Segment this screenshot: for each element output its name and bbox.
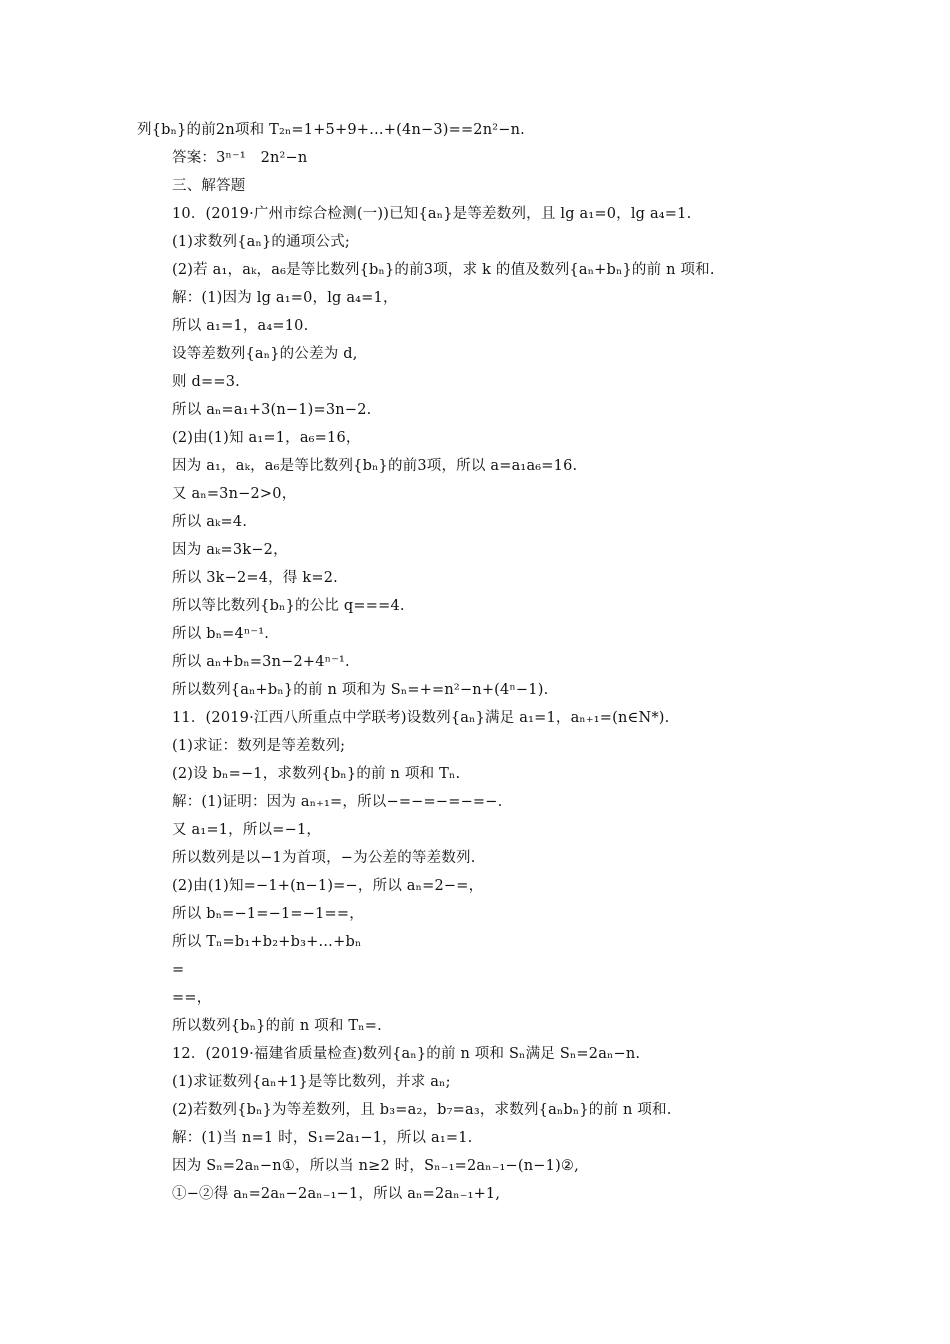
text-line: 所以 bₙ=−1=−1=−1==， (172, 906, 364, 922)
text-line: 所以数列{bₙ}的前 n 项和 Tₙ=. (172, 1018, 382, 1034)
text-line: 因为 Sₙ=2aₙ−n①，所以当 n≥2 时，Sₙ₋₁=2aₙ₋₁−(n−1)②, (172, 1158, 579, 1174)
text-line: 则 d==3. (172, 374, 240, 390)
answer-line: 答案：3ⁿ⁻¹ 2n²−n (172, 150, 308, 166)
text-line: 所以 aₙ+bₙ=3n−2+4ⁿ⁻¹. (172, 654, 350, 670)
text-line: (2)若数列{bₙ}为等差数列，且 b₃=a₂，b₇=a₃，求数列{aₙbₙ}的前 n 项和. (172, 1102, 672, 1118)
text-line: 因为 a₁，aₖ，a₆是等比数列{bₙ}的前3项，所以 a=a₁a₆=16. (172, 458, 578, 474)
text-line: (1)求证：数列是等差数列; (172, 738, 346, 754)
text-line: 设等差数列{aₙ}的公差为 d, (172, 346, 358, 362)
text-line: 所以 a₁=1，a₄=10. (172, 318, 309, 334)
text-line: 所以数列是以−1为首项，−为公差的等差数列. (172, 850, 476, 866)
text-line: 所以数列{aₙ+bₙ}的前 n 项和为 Sₙ=+=n²−n+(4ⁿ−1). (172, 682, 549, 698)
text-line: 解：(1)因为 lg a₁=0，lg a₄=1， (172, 290, 398, 306)
text-line: (1)求证数列{aₙ+1}是等比数列，并求 aₙ; (172, 1074, 451, 1090)
text-line: 解：(1)当 n=1 时，S₁=2a₁−1，所以 a₁=1. (172, 1130, 473, 1146)
text-line: = (172, 962, 185, 978)
section-heading: 三、解答题 (172, 178, 246, 194)
text-line: (2)设 bₙ=−1，求数列{bₙ}的前 n 项和 Tₙ. (172, 766, 461, 782)
text-line: 所以 3k−2=4，得 k=2. (172, 570, 338, 586)
question-11: 11．(2019·江西八所重点中学联考)设数列{aₙ}满足 a₁=1，aₙ₊₁=(n∈N*). (172, 710, 670, 726)
text-line: (2)由(1)知=−1+(n−1)=−，所以 aₙ=2−=， (172, 878, 484, 894)
text-line: 解：(1)证明：因为 aₙ₊₁=，所以−=−=−=−=−. (172, 794, 503, 810)
question-12: 12．(2019·福建省质量检查)数列{aₙ}的前 n 项和 Sₙ满足 Sₙ=2aₙ−n. (172, 1046, 641, 1062)
text-line: 所以等比数列{bₙ}的公比 q===4. (172, 598, 405, 614)
text-line: 所以 bₙ=4ⁿ⁻¹. (172, 626, 270, 642)
text-line: (2)由(1)知 a₁=1，a₆=16， (172, 430, 361, 446)
text-line: ①−②得 aₙ=2aₙ−2aₙ₋₁−1，所以 aₙ=2aₙ₋₁+1, (172, 1186, 501, 1202)
question-10: 10．(2019·广州市综合检测(一))已知{aₙ}是等差数列，且 lg a₁=0，lg a₄=1. (172, 206, 692, 222)
text-line: 又 a₁=1，所以=−1， (172, 822, 322, 838)
text-line: (1)求数列{aₙ}的通项公式; (172, 234, 350, 250)
text-line: (2)若 a₁，aₖ，a₆是等比数列{bₙ}的前3项，求 k 的值及数列{aₙ+bₙ}的前 n 项和. (172, 262, 715, 278)
text-line: 所以 aₖ=4. (172, 514, 248, 530)
text-line: 因为 aₖ=3k−2， (172, 542, 288, 558)
text-line: 所以 Tₙ=b₁+b₂+b₃+…+bₙ (172, 934, 362, 950)
text-line: 列{bₙ}的前2n项和 T₂ₙ=1+5+9+…+(4n−3)==2n²−n. (137, 122, 525, 138)
text-line: ==， (172, 990, 212, 1006)
text-line: 又 aₙ=3n−2>0， (172, 486, 297, 502)
text-line: 所以 aₙ=a₁+3(n−1)=3n−2. (172, 402, 372, 418)
